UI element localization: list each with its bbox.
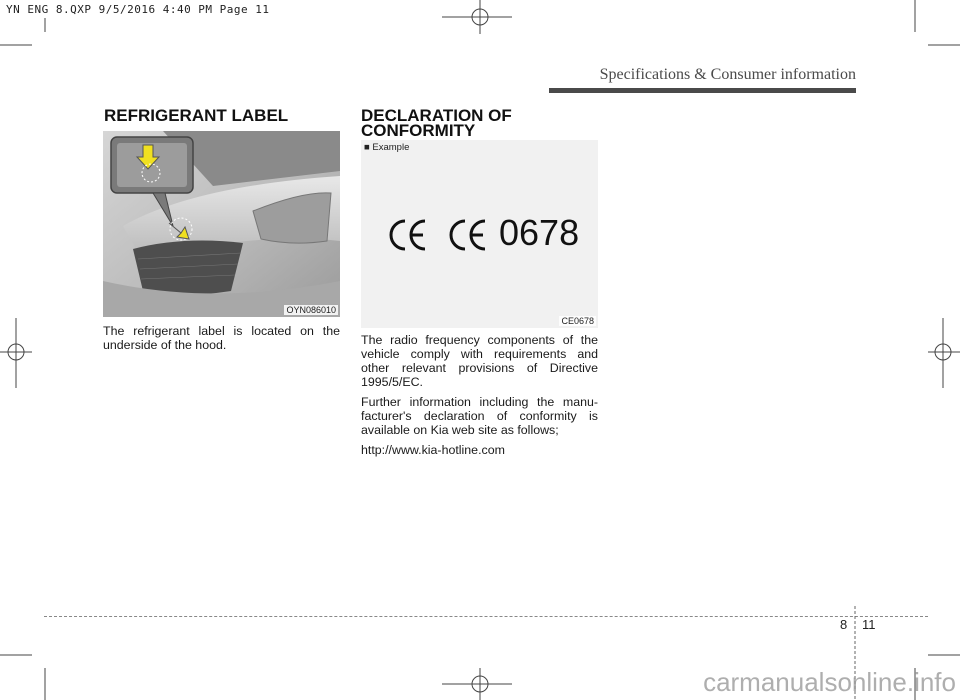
declaration-text	[361, 333, 598, 463]
declaration-paragraph-1: The radio frequency components of the vehicle comply with requirements and other relevant provisions of Directive 1995/5/EC.	[361, 333, 598, 389]
refrigerant-label-illustration	[103, 131, 340, 317]
declaration-heading	[361, 108, 512, 138]
square-bullet-icon: ■	[364, 142, 370, 153]
refrigerant-label-heading: REFRIGERANT LABEL	[104, 106, 289, 125]
declaration-heading-line1: DECLARATION OF	[361, 106, 512, 125]
kia-hotline-url: http://www.kia-hotline.com	[361, 443, 505, 457]
section-header-title: Specifications & Consumer information	[599, 66, 856, 83]
example-label: Example	[372, 142, 410, 153]
ce-image-code: CE0678	[561, 316, 594, 326]
refrigerant-label-text	[103, 324, 340, 358]
refrigerant-image-code: OYN086010	[286, 305, 336, 315]
watermark: carmanualsonline.info	[703, 667, 956, 697]
ce-mark-icon	[391, 221, 425, 249]
footer-rule	[44, 616, 928, 617]
print-slug: YN ENG 8.QXP 9/5/2016 4:40 PM Page 11	[6, 3, 270, 16]
ce-notified-body-number: 0678	[499, 212, 580, 253]
chapter-number: 8	[840, 617, 848, 632]
refrigerant-paragraph: The refrigerant label is located on the underside of the hood.	[103, 324, 340, 352]
example-tag	[364, 142, 409, 153]
header-rule	[549, 88, 856, 93]
page-number: 11	[862, 617, 876, 632]
declaration-paragraph-2: Further information including the manu-facturer's declaration of conformity is available on Kia web site as follows;	[361, 395, 598, 437]
ce-marking-panel	[361, 140, 598, 328]
declaration-heading-line2: CONFORMITY	[361, 121, 476, 140]
ce-mark-icon	[451, 221, 485, 249]
